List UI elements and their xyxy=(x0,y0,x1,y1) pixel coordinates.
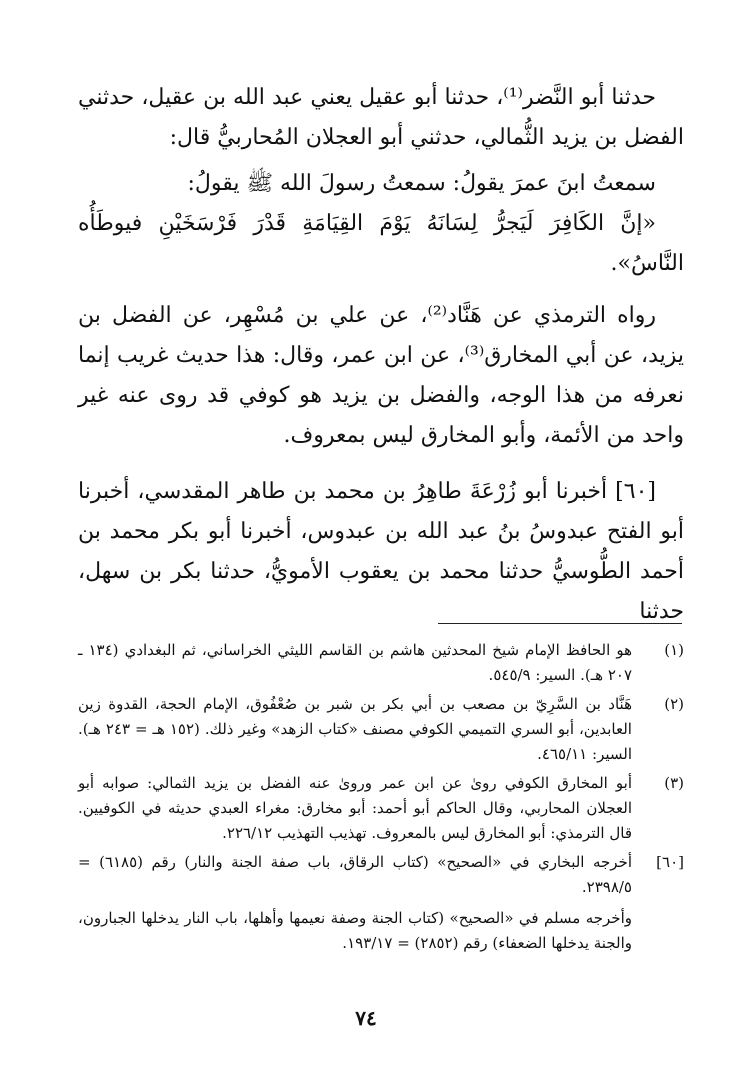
footnote xyxy=(78,850,684,956)
footnote xyxy=(78,771,684,846)
footnote-separator xyxy=(438,623,682,624)
isnad-paragraph: حدثنا أبو النَّضر⁽¹⁾، حدثنا أبو عقيل يعني عبد الله بن عقيل، حدثني الفضل بن يزيد الثُّمالي، حدثني أبو العجلان المُحاربيُّ قال: xyxy=(78,85,684,150)
main-text xyxy=(78,78,684,632)
footnote xyxy=(78,692,684,767)
footnote xyxy=(78,638,684,688)
footnote-text: هو الحافظ الإمام شيخ المحدثين هاشم بن القاسم الليثي الخراساني، ثم البغدادي (١٣٤ ـ ٢٠٧ هـ). السير: ٥٤٥/٩. xyxy=(78,641,632,684)
hadith-intro: سمعتُ ابنَ عمرَ يقولُ: سمعتُ رسولَ الله ﷺ يقولُ: xyxy=(187,171,656,196)
footnotes xyxy=(78,638,684,960)
footnote-number: (١) xyxy=(664,641,684,659)
footnote-text: هَنَّاد بن السَّرِيّ بن مصعب بن أبي بكر بن شبر بن صُعْفُوق، الإمام الحجة، القدوة زين العابدين، أبو السري التميمي الكوفي مصنف «كتاب الزهد» وغير ذلك. (١٥٢ هـ = ٢٤٣ هـ). السير: ٤٦٥/١١. xyxy=(78,695,632,763)
footnote-text: وأخرجه مسلم في «الصحيح» (كتاب الجنة وصفة نعيمها وأهلها، باب النار يدخلها الجبارون، والجنة يدخلها الضعفاء) رقم (٢٨٥٢) = ١٩٣/١٧. xyxy=(78,909,632,952)
footnote-number: (٣) xyxy=(664,774,684,792)
footnote-number: (٢) xyxy=(664,695,684,713)
page-number: ٧٤ xyxy=(355,1006,377,1030)
hadith-text: «إنَّ الكَافِرَ لَيَجرُّ لِسَانَهُ يَوْمَ القِيَامَةِ قَدْرَ فَرْسَخَيْنِ فيوطَأُه النَّاسُ». xyxy=(78,211,684,276)
footnote-text: أخرجه البخاري في «الصحيح» (كتاب الرقاق، باب صفة الجنة والنار) رقم (٦١٨٥) = ٢٣٩٨/٥. xyxy=(78,853,632,896)
takhrij-paragraph: رواه الترمذي عن هَنَّاد⁽²⁾، عن علي بن مُسْهِر، عن الفضل بن يزيد، عن أبي المخارق⁽³⁾، عن ابن عمر، وقال: هذا حديث غريب إنما نعرفه من هذا الوجه، والفضل بن يزيد هو كوفي قد روى عنه غير واحد من الأئمة، وأبو المخارق ليس بمعروف. xyxy=(78,303,684,448)
footnote-number: [٦٠] xyxy=(656,853,684,871)
hadith-60-isnad: [٦٠] أخبرنا أبو زُرْعَةَ طاهِرُ بن محمد بن طاهر المقدسي، أخبرنا أبو الفتح عبدوسُ بنُ عبد الله بن عبدوس، أخبرنا أبو بكر محمد بن أحمد الطُّوسيُّ حدثنا محمد بن يعقوب الأمويُّ، حدثنا بكر بن سهل، حدثنا xyxy=(78,479,684,624)
footnote-text: أبو المخارق الكوفي روىٰ عن ابن عمر وروىٰ عنه الفضل بن يزيد الثمالي: صوابه أبو العجلان المحاربي، وقال الحاكم أبو أحمد: أبو مخارق: مغراء العبدي حديثه في الكوفيين. قال الترمذي: أبو المخارق ليس بالمعروف. تهذيب التهذيب ٢٢٦/١٢. xyxy=(78,774,632,842)
